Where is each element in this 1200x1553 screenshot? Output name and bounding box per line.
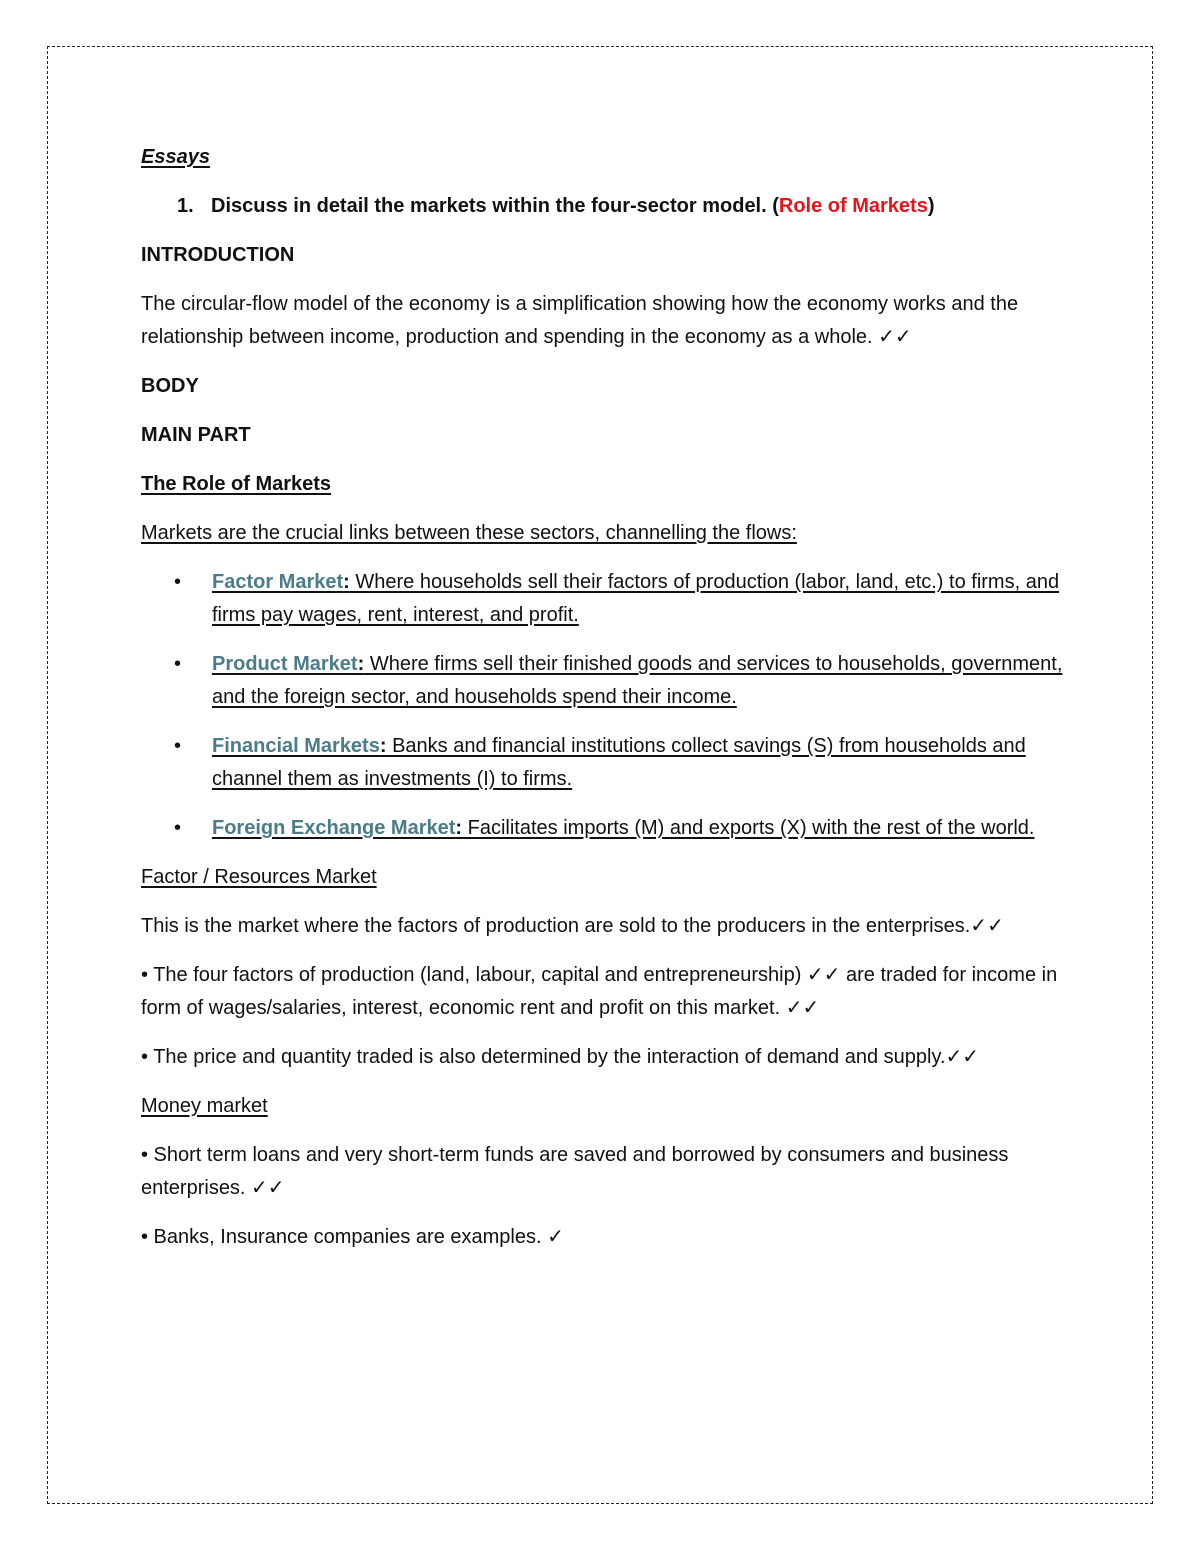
bullet-text: Where firms sell their finished goods and services to households, government, and the foreign sector, and households spend their income. [212, 653, 1063, 708]
question-highlight: Role of Markets [778, 195, 928, 217]
bullet-term: Factor Market [212, 571, 344, 593]
bullet-text: Where households sell their factors of production (labor, land, etc.) to firms, and firms pay wages, rent, interest, and profit. [212, 571, 1060, 626]
essays-heading: Essays [141, 146, 210, 168]
bullet-dot: • [174, 817, 182, 839]
question-text [211, 190, 935, 223]
list-item [141, 812, 1071, 845]
bullet-text: Facilitates imports (M) and exports (X) with the rest of the world. [462, 817, 1035, 839]
role-of-markets-lead: Markets are the crucial links between these sectors, channelling the flows: [141, 522, 797, 544]
bullet-dot: • [174, 571, 182, 593]
main-part-title: MAIN PART [141, 424, 251, 446]
factor-market-title: Factor / Resources Market [141, 866, 377, 888]
body-title: BODY [141, 375, 199, 397]
bullet-colon: : [455, 817, 463, 839]
question-item [141, 190, 1071, 223]
bullet-colon: : [357, 653, 365, 675]
bullet-colon: : [343, 571, 350, 593]
list-item [141, 730, 1071, 796]
list-item [141, 648, 1071, 714]
introduction-text: The circular-flow model of the economy is a simplification showing how the economy works and the relationship between income, production and spending in the economy as a whole. ✓✓ [141, 293, 1019, 348]
bullet-dot: • [174, 735, 182, 757]
bullet-dot: • [174, 653, 182, 675]
money-market-paragraph: • Banks, Insurance companies are examples. ✓ [141, 1226, 564, 1248]
bullet-text: Banks and financial institutions collect savings (S) from households and channel them as investments (I) to firms. [212, 735, 1026, 790]
bullet-term: Foreign Exchange Market [212, 817, 456, 839]
factor-market-paragraph: • The price and quantity traded is also determined by the interaction of demand and supply.✓✓ [141, 1046, 980, 1068]
introduction-title: INTRODUCTION [141, 244, 295, 266]
question-number: 1. [177, 195, 194, 217]
question-close: ) [927, 195, 935, 217]
money-market-paragraph: • Short term loans and very short-term funds are saved and borrowed by consumers and business enterprises. ✓✓ [141, 1144, 1009, 1199]
factor-market-paragraph: This is the market where the factors of production are sold to the producers in the enterprises.✓✓ [141, 915, 1004, 937]
markets-bullet-list [141, 566, 1071, 845]
question-main-text: Discuss in detail the markets within the four-sector model. ( [211, 195, 779, 217]
role-of-markets-title: The Role of Markets [141, 473, 332, 495]
bullet-term: Financial Markets [212, 735, 380, 757]
bullet-term: Product Market [212, 653, 358, 675]
bullet-colon: : [379, 735, 387, 757]
factor-market-paragraph: • The four factors of production (land, labour, capital and entrepreneurship) ✓✓ are traded for income in form of wages/salaries, interest, economic rent and profit on this market. ✓✓ [141, 964, 1058, 1019]
list-item [141, 566, 1071, 632]
money-market-title: Money market [141, 1095, 268, 1117]
document-content [141, 141, 1071, 1270]
